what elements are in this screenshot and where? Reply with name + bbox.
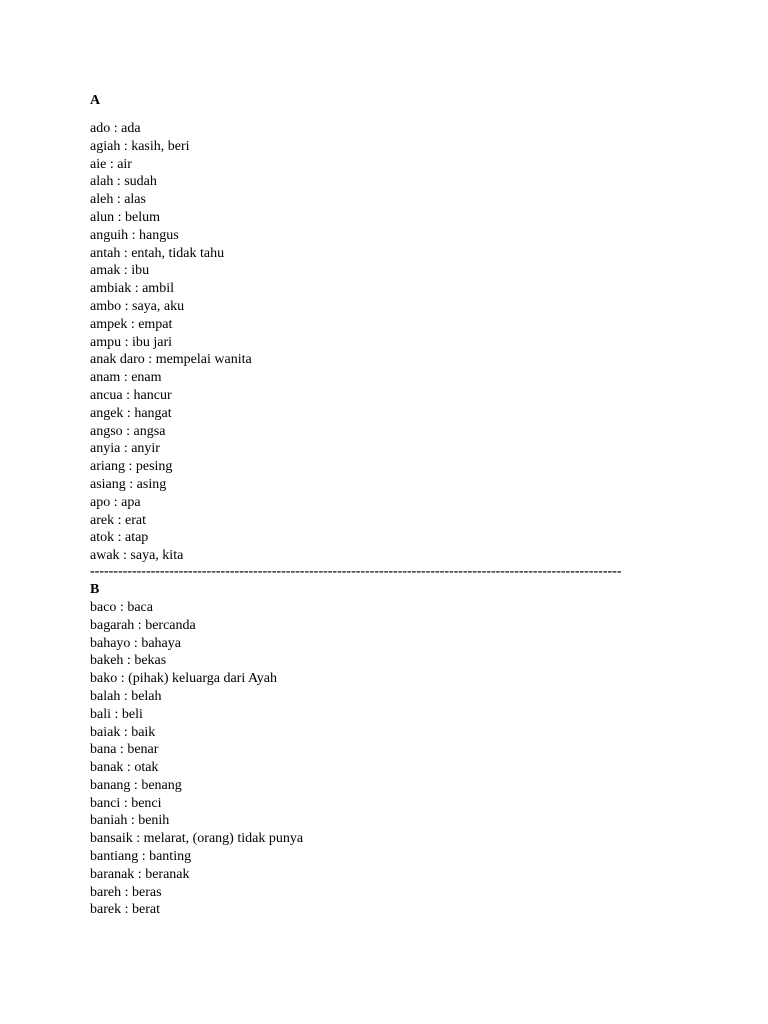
entry-item: ariang : pesing xyxy=(90,459,173,475)
entry-item: baiak : baik xyxy=(90,724,156,740)
entry-item: antah : entah, tidak tahu xyxy=(90,245,225,261)
entry-item: aleh : alas xyxy=(90,192,146,208)
dictionary-page xyxy=(90,92,690,919)
entry-item: alun : belum xyxy=(90,209,160,225)
entry-item: barek : berat xyxy=(90,902,160,918)
entry-item: bana : benar xyxy=(90,742,159,758)
entry-item: baranak : beranak xyxy=(90,866,190,882)
entry-item: arek : erat xyxy=(90,512,146,528)
entry-item: bantiang : banting xyxy=(90,849,192,865)
entry-item: atok : atap xyxy=(90,530,149,546)
entry-item: anam : enam xyxy=(90,370,162,386)
entry-item: bakeh : bekas xyxy=(90,653,167,669)
entry-item: ampek : empat xyxy=(90,316,173,332)
entry-item: ancua : hancur xyxy=(90,387,172,403)
entry-item: ampu : ibu jari xyxy=(90,334,173,350)
entry-item: baco : baca xyxy=(90,599,153,615)
entry-item: angek : hangat xyxy=(90,405,172,421)
entry-item: anyia : anyir xyxy=(90,441,160,457)
entry-item: bansaik : melarat, (orang) tidak punya xyxy=(90,831,304,847)
entry-item: banak : otak xyxy=(90,760,159,776)
entry-item: baniah : benih xyxy=(90,813,170,829)
entry-item: agiah : kasih, beri xyxy=(90,138,190,154)
entry-item: ambiak : ambil xyxy=(90,281,174,297)
entry-list-a xyxy=(90,120,690,565)
entry-item: balah : belah xyxy=(90,688,162,704)
entry-item: alah : sudah xyxy=(90,174,157,190)
entry-item: awak : saya, kita xyxy=(90,548,184,564)
entry-item: aie : air xyxy=(90,156,132,172)
entry-item: apo : apa xyxy=(90,494,141,510)
entry-item: angso : angsa xyxy=(90,423,166,439)
entry-item: ado : ada xyxy=(90,121,141,136)
entry-item: banang : benang xyxy=(90,777,182,793)
entry-item: bali : beli xyxy=(90,706,143,722)
entry-item: banci : benci xyxy=(90,795,162,811)
entry-list-b xyxy=(90,599,690,919)
entry-item: bahayo : bahaya xyxy=(90,635,181,651)
section-heading-a: A xyxy=(90,93,101,108)
entry-item: bako : (pihak) keluarga dari Ayah xyxy=(90,671,278,687)
section-divider: ------------------------------------------------------------------------------------------------------------------ xyxy=(90,564,622,579)
section-heading-b: B xyxy=(90,581,100,597)
entry-item: anak daro : mempelai wanita xyxy=(90,352,252,368)
entry-item: amak : ibu xyxy=(90,263,150,279)
entry-item: ambo : saya, aku xyxy=(90,298,185,314)
entry-item: asiang : asing xyxy=(90,476,167,492)
entry-item: bareh : beras xyxy=(90,884,162,900)
entry-item: anguih : hangus xyxy=(90,227,179,243)
entry-item: bagarah : bercanda xyxy=(90,617,196,633)
